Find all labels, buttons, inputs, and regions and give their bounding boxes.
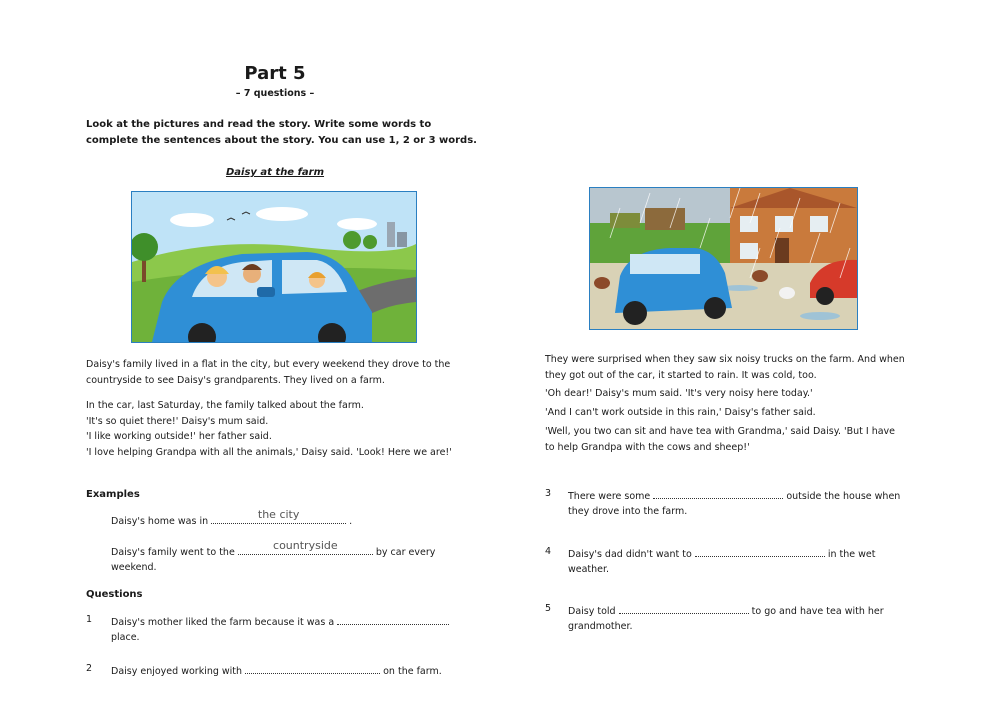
example-answer: countryside — [273, 539, 338, 552]
question-text: Daisy's mother liked the farm because it was a — [111, 617, 335, 628]
story-line: 'I love helping Grandpa with all the animals,' Daisy said. 'Look! Here we are!' — [86, 446, 452, 458]
example-2 — [111, 539, 461, 575]
question-1 — [86, 612, 466, 645]
story-paragraph-1: Daisy's family lived in a flat in the city, but every weekend they drove to the countryside to see Daisy's grandparents. They lived on a farm. — [86, 359, 451, 386]
question-text: There were some — [568, 491, 651, 502]
question-5 — [545, 601, 915, 634]
question-number: 1 — [86, 614, 93, 625]
question-text: place. — [111, 632, 140, 643]
story-paragraph-4: 'Oh dear!' Daisy's mum said. 'It's very noisy here today.' — [545, 388, 813, 399]
answer-input-2[interactable] — [245, 661, 380, 674]
story-title: Daisy at the farm — [225, 167, 325, 178]
story-paragraph-5: 'And I can't work outside in this rain,' Daisy's father said. — [545, 407, 816, 418]
question-number: 3 — [545, 488, 552, 499]
question-text: to go and have tea with her — [751, 606, 884, 617]
example-text: Daisy's home was in — [111, 516, 209, 527]
question-text: Daisy told — [568, 606, 616, 617]
examples-heading: Examples — [86, 489, 140, 500]
story-line: In the car, last Saturday, the family talked about the farm. — [86, 400, 364, 411]
question-text: weather. — [568, 564, 610, 575]
question-count: – 7 questions – — [235, 88, 315, 99]
question-4 — [545, 544, 915, 577]
example-text: . — [349, 516, 353, 527]
question-text: Daisy enjoyed working with — [111, 666, 243, 677]
family-in-car-illustration — [131, 191, 417, 343]
answer-input-4[interactable] — [695, 544, 825, 557]
story-paragraph-2 — [86, 398, 466, 460]
part-title: Part 5 — [244, 63, 306, 84]
question-text: on the farm. — [383, 666, 442, 677]
answer-input-5[interactable] — [619, 601, 749, 614]
question-text: they drove into the farm. — [568, 506, 688, 517]
example-text: weekend. — [111, 562, 157, 573]
example-answer: the city — [257, 508, 300, 521]
example-1 — [111, 508, 461, 529]
example-answer-field — [211, 508, 346, 524]
question-number: 5 — [545, 603, 552, 614]
question-3 — [545, 486, 915, 519]
answer-input-3[interactable] — [653, 486, 783, 499]
example-text: Daisy's family went to the — [111, 547, 235, 558]
question-number: 4 — [545, 546, 552, 557]
question-text: in the wet — [827, 549, 876, 560]
rainy-farm-illustration — [589, 187, 858, 330]
example-answer-field — [238, 539, 373, 555]
story-paragraph-6: 'Well, you two can sit and have tea with Grandma,' said Daisy. 'But I have to help Grandpa with the cows and sheep!' — [545, 426, 896, 453]
question-text: Daisy's dad didn't want to — [568, 549, 692, 560]
question-text: outside the house when — [786, 491, 901, 502]
question-text: grandmother. — [568, 621, 633, 632]
answer-input-1[interactable] — [337, 612, 449, 625]
story-line: 'I like working outside!' her father said. — [86, 431, 272, 442]
story-line: 'It's so quiet there!' Daisy's mum said. — [86, 415, 269, 427]
question-2 — [86, 661, 476, 679]
questions-heading: Questions — [86, 589, 143, 600]
story-paragraph-3: They were surprised when they saw six noisy trucks on the farm. And when they got out of the car, it started to rain. It was cold, too. — [545, 354, 905, 381]
question-number: 2 — [86, 663, 93, 674]
instructions: Look at the pictures and read the story. Write some words to complete the sentences about the story. You can use 1, 2 or 3 words. — [86, 119, 477, 146]
example-text: by car every — [375, 547, 436, 558]
